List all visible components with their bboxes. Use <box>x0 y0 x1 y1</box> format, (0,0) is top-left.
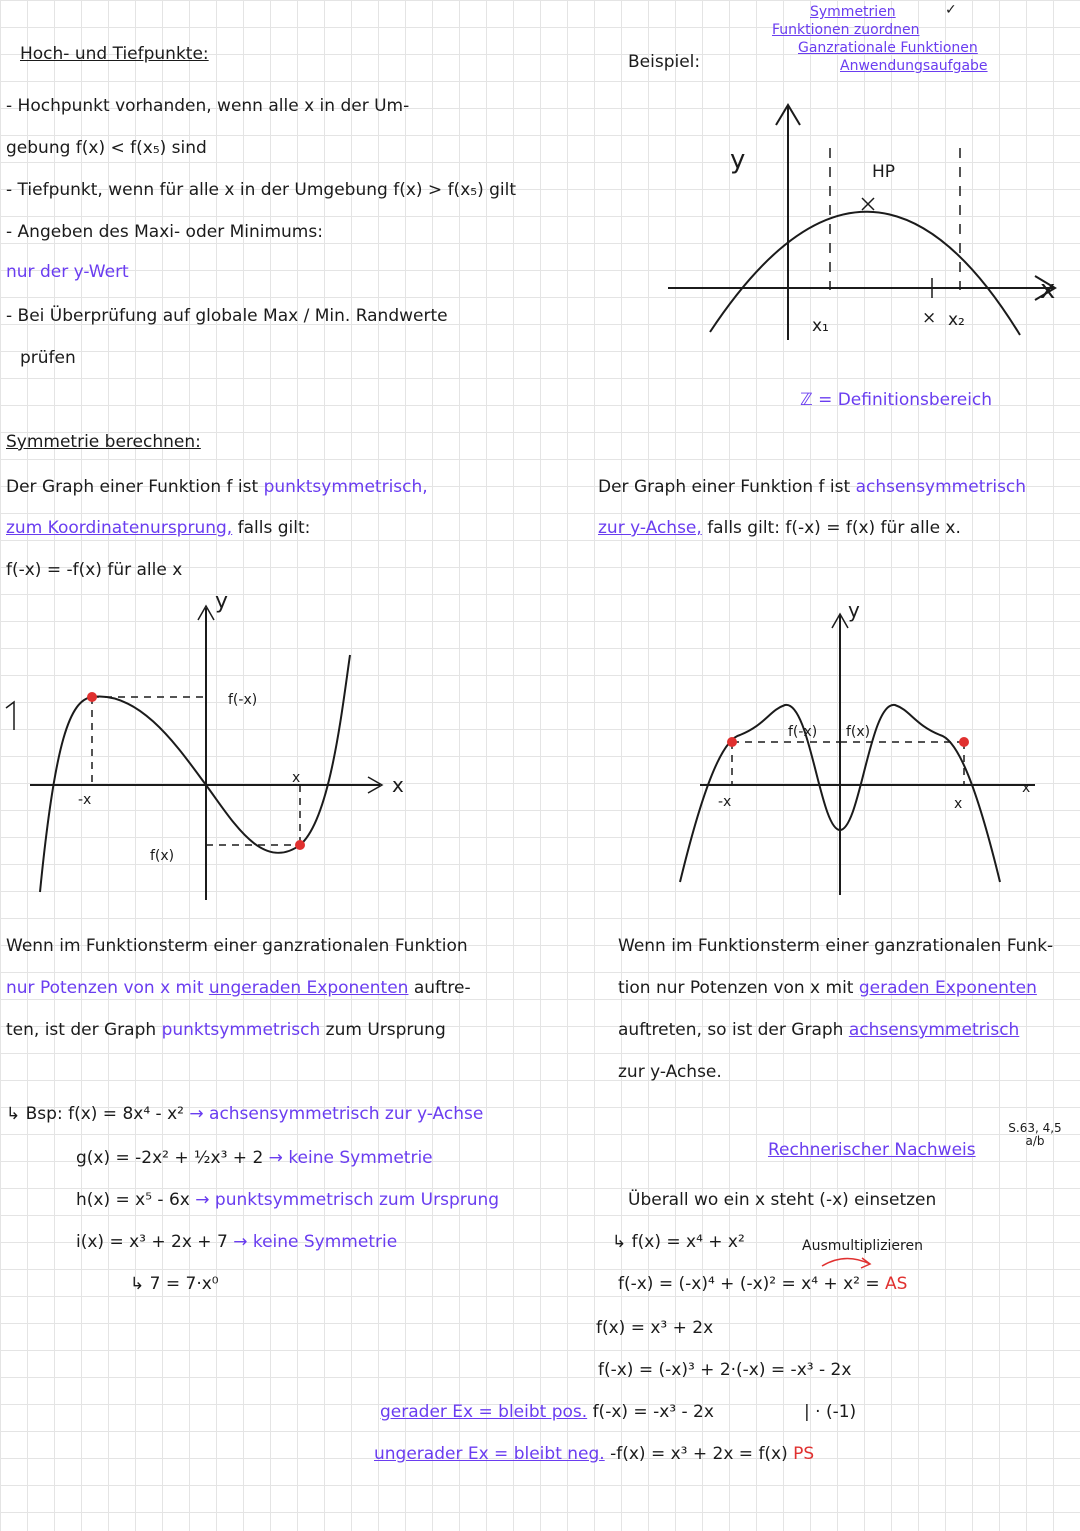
heading-symmetrie: Symmetrie berechnen: <box>6 432 201 452</box>
nachweis-line-4: f(x) = x³ + 2x <box>596 1318 714 1338</box>
regel-achse-line-2: tion nur Potenzen von x mit geraden Exponenten <box>618 978 1037 998</box>
topic-funktionen-zuordnen: Funktionen zuordnen <box>772 22 920 38</box>
as-neg-x-label: -x <box>718 794 732 810</box>
nachweis-ausmultiplizieren: Ausmultiplizieren <box>802 1238 923 1254</box>
achse-def-line-2: zur y-Achse, falls gilt: f(-x) = f(x) für alle x. <box>598 518 961 538</box>
heading-hoch-tiefpunkte: Hoch- und Tiefpunkte: <box>20 44 209 64</box>
achse-def-line-1: Der Graph einer Funktion f ist achsensymmetrisch <box>598 477 1027 497</box>
topic-ganzrationale-funktionen: Ganzrationale Funktionen <box>798 40 978 56</box>
hp-xmark-label: × <box>922 308 937 328</box>
regel-achse-line-4: zur y-Achse. <box>618 1062 722 1082</box>
hoch-line-4: - Angeben des Maxi- oder Minimums: <box>6 222 323 242</box>
regel-achse-line-3: auftreten, so ist der Graph achsensymmetrisch <box>618 1020 1020 1040</box>
nachweis-line-3: f(-x) = (-x)⁴ + (-x)² = x⁴ + x² = AS <box>618 1274 908 1294</box>
nachweis-line-7: ungerader Ex = bleibt neg. -f(x) = x³ + 2x = f(x) PS <box>374 1444 815 1464</box>
regel-punkt-line-2: nur Potenzen von x mit ungeraden Exponenten auftre- <box>6 978 471 998</box>
ps-fx-label: f(x) <box>150 848 175 864</box>
beispiel-h: h(x) = x⁵ - 6x → punktsymmetrisch zum Ursprung <box>76 1190 500 1210</box>
ps-point-left <box>87 692 97 702</box>
nachweis-line-1: Überall wo ein x steht (-x) einsetzen <box>628 1190 937 1210</box>
as-point-right <box>959 737 969 747</box>
nachweis-line-5: f(-x) = (-x)³ + 2·(-x) = -x³ - 2x <box>598 1360 852 1380</box>
punkt-def-line-1: Der Graph einer Funktion f ist punktsymmetrisch, <box>6 477 428 497</box>
topic-symmetrien: Symmetrien <box>810 4 896 20</box>
nachweis-line-6: gerader Ex = bleibt pos. f(-x) = -x³ - 2x <box>380 1402 714 1422</box>
regel-achse-line-1: Wenn im Funktionsterm einer ganzrationalen Funk- <box>618 936 1054 956</box>
as-pos-x-label: x <box>954 796 963 812</box>
hp-x-label: x <box>1040 275 1056 305</box>
hoch-line-3: - Tiefpunkt, wenn für alle x in der Umgebung f(x) > f(x₅) gilt <box>6 180 517 200</box>
punkt-def-line-3: f(-x) = -f(x) für alle x <box>6 560 183 580</box>
ps-fnegx-label: f(-x) <box>228 692 258 708</box>
nachweis-arrow-curve <box>822 1258 870 1266</box>
hoch-line-5: nur der y-Wert <box>6 262 129 282</box>
regel-punkt-line-1: Wenn im Funktionsterm einer ganzrationalen Funktion <box>6 936 468 956</box>
nachweis-arrow <box>820 1252 880 1272</box>
nachweis-title: Rechnerischer Nachweis <box>768 1140 976 1160</box>
hoch-line-7: prüfen <box>20 348 76 368</box>
nachweis-arrow-head <box>861 1258 870 1268</box>
as-x-label: x <box>1022 780 1031 796</box>
nachweis-page-ref: S.63, 4,5 a/b <box>1008 1121 1062 1148</box>
beispiel-g: g(x) = -2x² + ½x³ + 2 → keine Symmetrie <box>76 1148 433 1168</box>
hp-y-label: y <box>730 145 746 175</box>
punktsymmetrie-graph <box>0 590 420 910</box>
as-fnegx-label: f(-x) <box>788 724 818 740</box>
achsensymmetrie-graph <box>650 600 1070 910</box>
hoch-line-2: gebung f(x) < f(x₅) sind <box>6 138 207 158</box>
hoch-line-6: - Bei Überprüfung auf globale Max / Min. Randwerte <box>6 306 448 326</box>
definitionsbereich-note: ℤ = Definitionsbereich <box>800 390 993 410</box>
regel-punkt-line-3: ten, ist der Graph punktsymmetrisch zum Ursprung <box>6 1020 446 1040</box>
beispiel-f: ↳ Bsp: f(x) = 8x⁴ - x² → achsensymmetrisch zur y-Achse <box>6 1104 484 1124</box>
beispiel-note: ↳ 7 = 7·x⁰ <box>130 1274 219 1294</box>
topic-anwendungsaufgabe: Anwendungsaufgabe <box>840 58 988 74</box>
ps-curve <box>40 655 350 892</box>
ps-point-right <box>295 840 305 850</box>
punkt-def-line-2: zum Koordinatenursprung, falls gilt: <box>6 518 311 538</box>
ps-neg-x-label: -x <box>78 792 92 808</box>
ps-x-label: x <box>392 773 404 797</box>
beispiel-label: Beispiel: <box>628 52 701 72</box>
nachweis-line-2: ↳ f(x) = x⁴ + x² <box>612 1232 745 1252</box>
beispiel-i: i(x) = x³ + 2x + 7 → keine Symmetrie <box>76 1232 398 1252</box>
as-fx-label: f(x) <box>846 724 871 740</box>
ps-pos-x-label: x <box>292 770 301 786</box>
hoch-line-1: - Hochpunkt vorhanden, wenn alle x in der Um- <box>6 96 410 116</box>
hp-parabola <box>710 212 1020 335</box>
as-point-left <box>727 737 737 747</box>
check-icon: ✓ <box>945 2 957 18</box>
ps-stray-mark <box>6 702 14 730</box>
ps-y-label: y <box>215 589 229 614</box>
hp-x2-label: x₂ <box>948 310 965 330</box>
hochpunkt-graph <box>660 100 1080 350</box>
as-y-label: y <box>848 598 860 622</box>
hp-x1-label: x₁ <box>812 316 829 336</box>
hp-label: HP <box>872 162 896 182</box>
nachweis-mult-note: | · (-1) <box>804 1402 857 1422</box>
